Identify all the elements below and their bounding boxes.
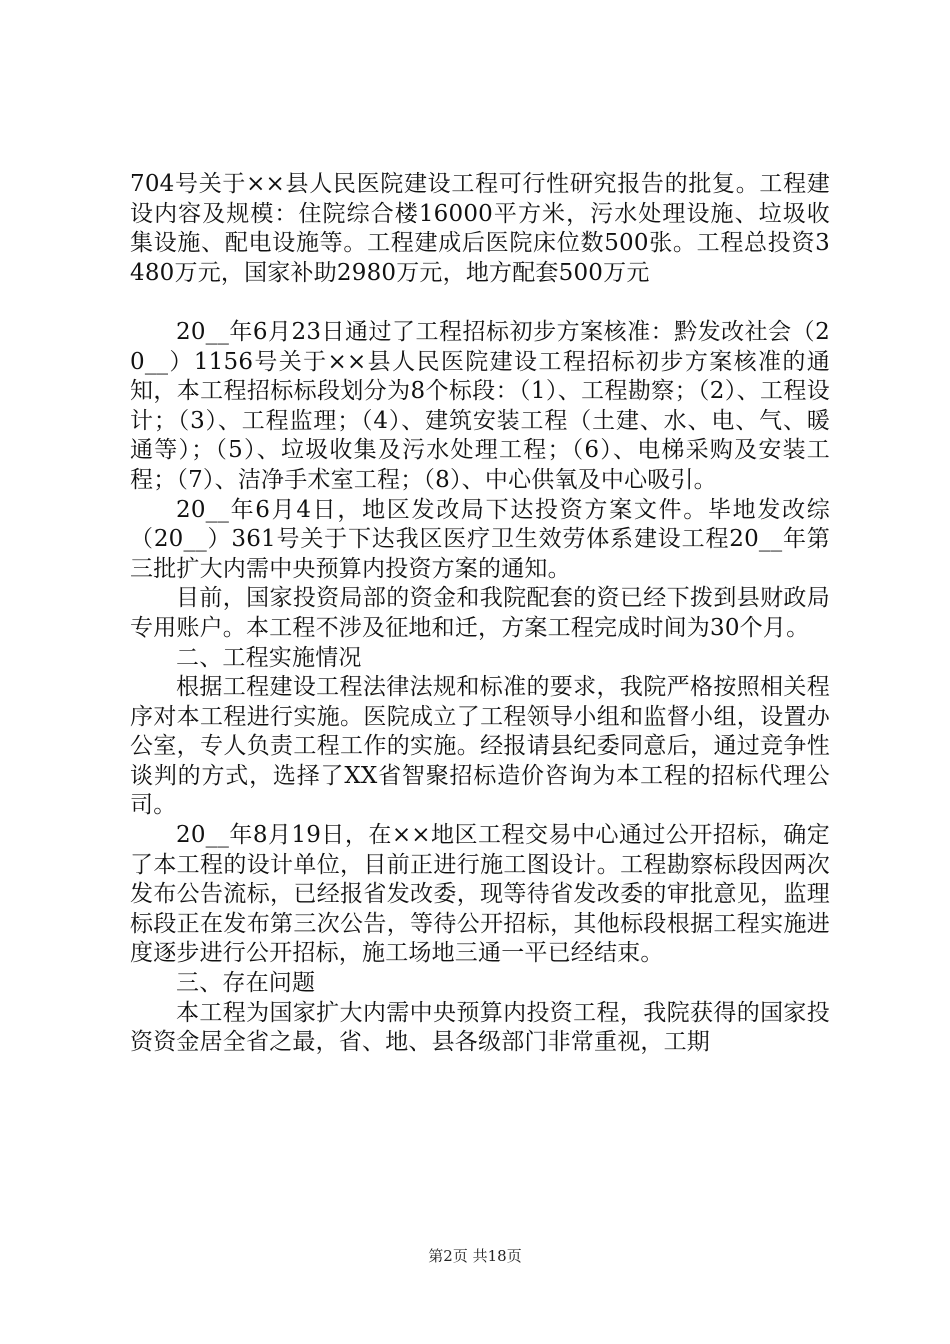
paragraph-problems: 本工程为国家扩大内需中央预算内投资工程，我院获得的国家投资资金居全省之最，省、地、县各级部门非常重视，工期 [130,999,830,1056]
paragraph-investment-plan: 20__年6月4日，地区发改局下达投资方案文件。毕地发改综（20__）361号关于下达我区医疗卫生效劳体系建设工程20__年第三批扩大内需中央预算内投资方案的通知。 [130,496,830,582]
section-heading-implementation: 二、工程实施情况 [176,644,362,671]
document-body [130,170,830,1058]
paragraph-approval-scope: 704号关于××县人民医院建设工程可行性研究报告的批复。工程建设内容及规模：住院综合楼16000平方米，污水处理设施、垃圾收集设施、配电设施等。工程建成后医院床位数500张。工程总投资3480万元，国家补助2980万元，地方配套500万元 [130,171,830,286]
paragraph-funds-status: 目前，国家投资局部的资金和我院配套的资已经下拨到县财政局专用账户。本工程不涉及征地和迁，方案工程完成时间为30个月。 [130,585,830,641]
page-number-footer: 第2页 共18页 [428,1247,522,1265]
paragraph-implementation: 根据工程建设工程法律法规和标准的要求，我院严格按照相关程序对本工程进行实施。医院成立了工程领导小组和监督小组，设置办公室，专人负责工程工作的实施。经报请县纪委同意后，通过竞争性谈判的方式，选择了XX省智聚招标造价咨询为本工程的招标代理公司。 [130,674,830,819]
paragraph-tender-plan: 20__年6月23日通过了工程招标初步方案核准：黔发改社会（20__）1156号关于××县人民医院建设工程招标初步方案核准的通知，本工程招标标段划分为8个标段：（1）、工程勘察；（2）、工程设计；（3）、工程监理；（4）、建筑安装工程（土建、水、电、气、暖通等）；（5）、垃圾收集及污水处理工程；（6）、电梯采购及安装工程；（7）、洁净手术室工程；（8）、中心供氧及中心吸引。 [130,318,830,493]
paragraph-bidding-progress: 20__年8月19日，在××地区工程交易中心通过公开招标，确定了本工程的设计单位，目前正进行施工图设计。工程勘察标段因两次发布公告流标，已经报省发改委，现等待省发改委的审批意见，监理标段正在发布第三次公告，等待公开招标，其他标段根据工程实施进度逐步进行公开招标，施工场地三通一平已经结束。 [130,822,830,967]
section-heading-problems: 三、存在问题 [176,970,316,997]
